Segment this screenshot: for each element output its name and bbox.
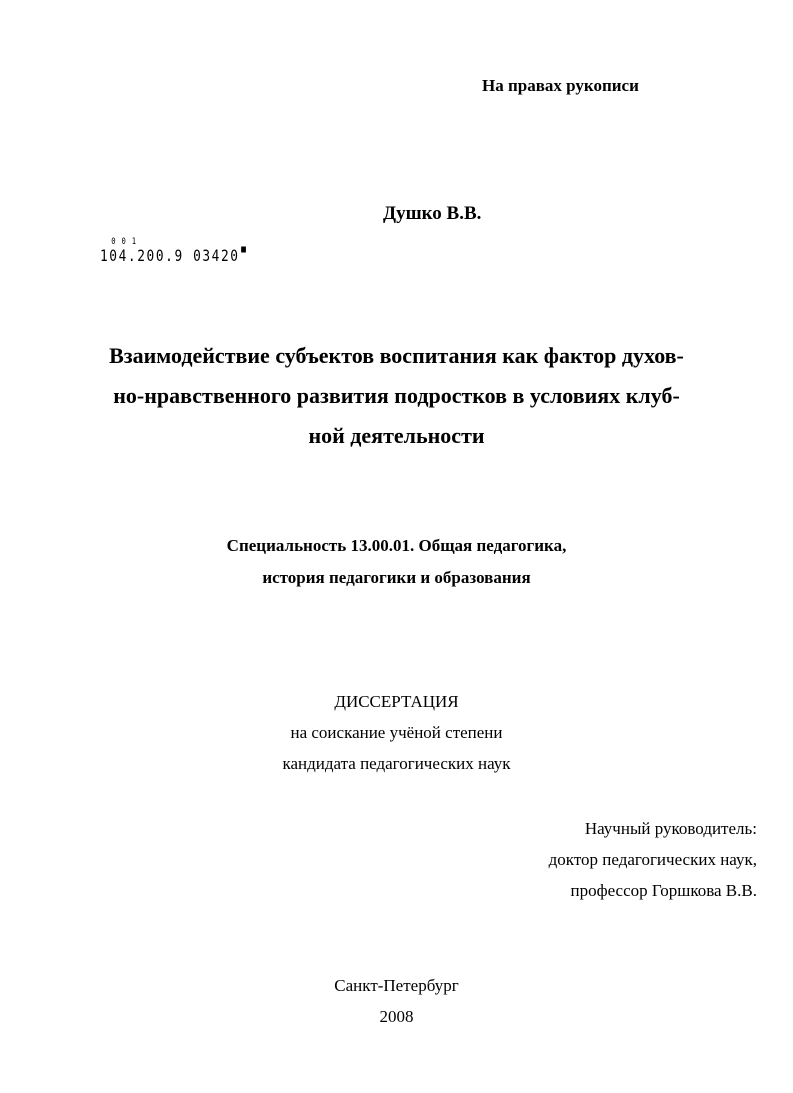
dissertation-degree: кандидата педагогических наук <box>282 754 511 773</box>
title-line: ной деятельности <box>308 423 485 448</box>
rights-notice: На правах рукописи <box>482 76 639 95</box>
archive-stamp-mark: ■ <box>241 244 248 255</box>
specialty-line: история педагогики и образования <box>262 568 531 587</box>
supervisor-name: профессор Горшкова В.В. <box>570 881 757 900</box>
specialty-block <box>40 530 753 594</box>
archive-stamp <box>100 237 248 265</box>
place-year-block <box>40 970 753 1032</box>
city: Санкт-Петербург <box>334 976 459 995</box>
supervisor-block <box>549 813 757 906</box>
archive-stamp-number: 104.200.9 03420 <box>100 246 240 265</box>
dissertation-purpose: на соискание учёной степени <box>290 723 503 742</box>
specialty-line: Специальность 13.00.01. Общая педагогика, <box>226 536 567 555</box>
dissertation-block <box>40 686 753 779</box>
dissertation-title <box>40 336 753 456</box>
supervisor-degree: доктор педагогических наук, <box>548 850 757 869</box>
dissertation-type: ДИССЕРТАЦИЯ <box>334 692 459 711</box>
title-line: Взаимодействие субъектов воспитания как фактор духов- <box>109 343 684 368</box>
author-name: Душко В.В. <box>383 203 482 224</box>
supervisor-label: Научный руководитель: <box>584 819 757 838</box>
year: 2008 <box>379 1007 414 1026</box>
title-line: но-нравственного развития подростков в условиях клуб- <box>113 383 680 408</box>
archive-stamp-dots: 0 0 1 <box>111 237 137 247</box>
